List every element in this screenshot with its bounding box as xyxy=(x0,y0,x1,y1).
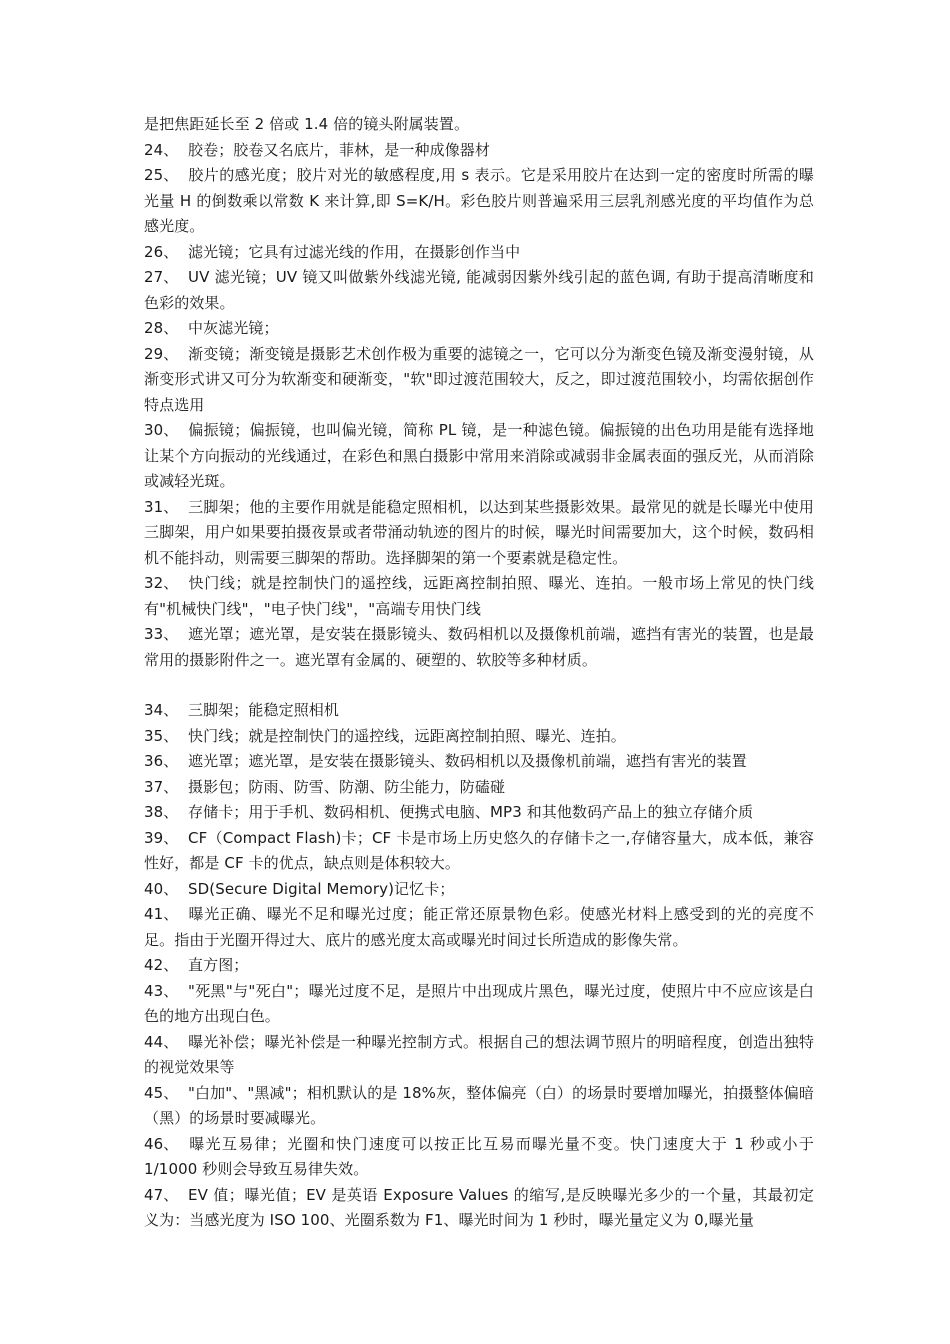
blank-line xyxy=(144,673,814,698)
item-number: 40、 xyxy=(144,879,179,898)
item-number: 38、 xyxy=(144,803,179,821)
item-number: 47、 xyxy=(144,1185,179,1204)
item-number: 39、 xyxy=(144,828,179,847)
list-item xyxy=(144,775,814,801)
item-text: 遮光罩；遮光罩，是安装在摄影镜头、数码相机以及摄像机前端，遮挡有害光的装置，也是最常用的摄影附件之一。遮光罩有金属的、硬塑的、软胶等多种材质。 xyxy=(144,625,814,669)
list-item xyxy=(144,418,814,495)
item-group-b xyxy=(144,698,814,1234)
item-number: 32、 xyxy=(144,574,179,592)
list-item xyxy=(144,1030,814,1081)
list-item xyxy=(144,240,814,266)
list-item xyxy=(144,902,814,953)
item-number: 42、 xyxy=(144,956,179,974)
item-number: 27、 xyxy=(144,268,179,286)
item-number: 43、 xyxy=(144,981,179,1000)
list-item xyxy=(144,749,814,775)
item-text: EV 值；曝光值；EV 是英语 Exposure Values 的缩写,是反映曝光多少的一个量，其最初定义为：当感光度为 ISO 100、光圈系数为 F1、曝光时间为 1 秒时，曝光量定义为 0,曝光量 xyxy=(144,1185,814,1229)
list-item xyxy=(144,163,814,240)
item-number: 30、 xyxy=(144,421,179,439)
list-item xyxy=(144,698,814,724)
item-text: SD(Secure Digital Memory)记忆卡； xyxy=(188,879,455,898)
list-item xyxy=(144,622,814,673)
item-text: 曝光补偿；曝光补偿是一种曝光控制方式。根据自己的想法调节照片的明暗程度，创造出独特的视觉效果等 xyxy=(144,1032,814,1076)
item-text: 渐变镜；渐变镜是摄影艺术创作极为重要的滤镜之一，它可以分为渐变色镜及渐变漫射镜，从渐变形式讲又可分为软渐变和硬渐变，"软"即过渡范围较大，反之，即过渡范围较小，均需依据创作特点选用 xyxy=(144,344,814,414)
list-item xyxy=(144,1183,814,1234)
item-text: 三脚架；能稳定照相机 xyxy=(188,701,340,719)
item-text: 三脚架；他的主要作用就是能稳定照相机，以达到某些摄影效果。最常见的就是长曝光中使用三脚架，用户如果要拍摄夜景或者带涌动轨迹的图片的时候，曝光时间需要加大，这个时候，数码相机不能抖动，则需要三脚架的帮助。选择脚架的第一个要素就是稳定性。 xyxy=(144,497,814,567)
document-body xyxy=(144,112,814,1234)
item-number: 25、 xyxy=(144,166,179,184)
item-number: 24、 xyxy=(144,140,179,159)
item-text: 摄影包；防雨、防雪、防潮、防尘能力，防磕碰 xyxy=(188,777,506,796)
item-number: 35、 xyxy=(144,726,179,745)
list-item xyxy=(144,342,814,419)
item-number: 28、 xyxy=(144,319,179,337)
item-text: UV 滤光镜；UV 镜又叫做紫外线滤光镜, 能减弱因紫外线引起的蓝色调, 有助于提高清晰度和色彩的效果。 xyxy=(144,268,814,312)
list-item xyxy=(144,1132,814,1183)
item-text: 快门线；就是控制快门的遥控线，远距离控制拍照、曝光、连拍。 xyxy=(188,726,626,745)
item-number: 44、 xyxy=(144,1032,179,1051)
item-text: 滤光镜；它具有过滤光线的作用，在摄影创作当中 xyxy=(188,242,521,261)
list-item xyxy=(144,138,814,164)
item-number: 46、 xyxy=(144,1134,179,1153)
list-item xyxy=(144,979,814,1030)
item-text: 快门线；就是控制快门的遥控线，远距离控制拍照、曝光、连拍。一般市场上常见的快门线有"机械快门线"，"电子快门线"，"高端专用快门线 xyxy=(144,574,814,618)
item-number: 31、 xyxy=(144,497,179,516)
item-text: 曝光互易律；光圈和快门速度可以按正比互易而曝光量不变。快门速度大于 1 秒或小于 1/1000 秒则会导致互易律失效。 xyxy=(144,1134,814,1178)
list-item xyxy=(144,953,814,979)
list-item xyxy=(144,316,814,342)
item-text: 偏振镜；偏振镜，也叫偏光镜，简称 PL 镜，是一种滤色镜。偏振镜的出色功用是能有选择地让某个方向振动的光线通过，在彩色和黑白摄影中常用来消除或减弱非金属表面的强反光，从而消除或减轻光斑。 xyxy=(144,421,814,490)
list-item xyxy=(144,724,814,750)
item-group-a xyxy=(144,138,814,674)
item-number: 29、 xyxy=(144,344,179,363)
list-item xyxy=(144,1081,814,1132)
item-text: 胶卷；胶卷又名底片，菲林，是一种成像器材 xyxy=(188,140,491,159)
item-text: "白加"、"黑减"；相机默认的是 18%灰，整体偏亮（白）的场景时要增加曝光，拍摄整体偏暗（黑）的场景时要减曝光。 xyxy=(144,1083,814,1127)
item-number: 45、 xyxy=(144,1083,179,1102)
item-text: 中灰滤光镜； xyxy=(188,319,279,337)
list-item xyxy=(144,826,814,877)
item-text: 直方图； xyxy=(188,956,249,974)
list-item xyxy=(144,495,814,572)
item-number: 34、 xyxy=(144,701,179,719)
item-text: "死黑"与"死白"；曝光过度不足，是照片中出现成片黑色，曝光过度，使照片中不应应该是白色的地方出现白色。 xyxy=(144,981,814,1025)
item-number: 37、 xyxy=(144,777,179,796)
item-number: 26、 xyxy=(144,242,179,261)
item-number: 41、 xyxy=(144,905,179,923)
lead-paragraph: 是把焦距延长至 2 倍或 1.4 倍的镜头附属装置。 xyxy=(144,115,470,133)
list-item xyxy=(144,571,814,622)
item-number: 36、 xyxy=(144,752,179,770)
item-text: CF（Compact Flash)卡；CF 卡是市场上历史悠久的存储卡之一,存储容量大，成本低，兼容性好，都是 CF 卡的优点，缺点则是体积较大。 xyxy=(144,828,814,872)
item-number: 33、 xyxy=(144,625,179,643)
item-text: 曝光正确、曝光不足和曝光过度；能正常还原景物色彩。使感光材料上感受到的光的亮度不足。指由于光圈开得过大、底片的感光度太高或曝光时间过长所造成的影像失常。 xyxy=(144,905,814,949)
list-item xyxy=(144,800,814,826)
item-text: 存储卡；用于手机、数码相机、便携式电脑、MP3 和其他数码产品上的独立存储介质 xyxy=(188,803,754,821)
list-item xyxy=(144,877,814,903)
list-item xyxy=(144,265,814,316)
item-text: 胶片的感光度；胶片对光的敏感程度,用 s 表示。它是采用胶片在达到一定的密度时所需的曝光量 H 的倒数乘以常数 K 来计算,即 S=K/H。彩色胶片则普遍采用三层乳剂感光度的平均值作为总感光度。 xyxy=(144,166,814,235)
item-text: 遮光罩；遮光罩，是安装在摄影镜头、数码相机以及摄像机前端，遮挡有害光的装置 xyxy=(188,752,747,770)
